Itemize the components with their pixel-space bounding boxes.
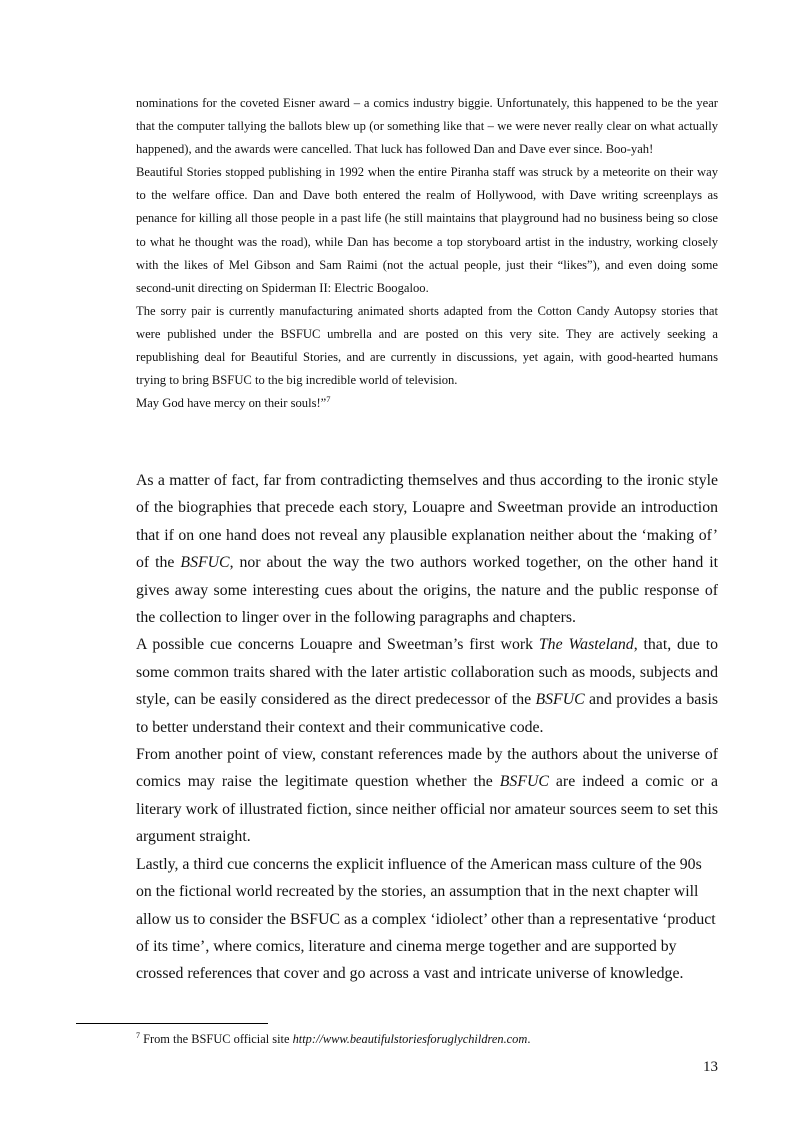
block-quote — [136, 92, 718, 415]
footnote-trailing: . — [527, 1032, 531, 1046]
quote-paragraph: The sorry pair is currently manufacturing animated shorts adapted from the Cotton Candy Autopsy stories that were published under the BSFUC umbrella and are posted on this very site. They are actively seeking a republishing deal for Beautiful Stories, and are currently in discussions, yet again, with good-hearted humans trying to bring BSFUC to the big incredible world of television. — [136, 303, 718, 388]
footnote-url: http://www.beautifulstoriesforuglychildren.com — [292, 1032, 528, 1046]
footnote — [136, 1031, 726, 1047]
footnote-number: 7 — [136, 1030, 140, 1040]
footnote-reference: 7 — [326, 394, 331, 405]
quote-paragraph: nominations for the coveted Eisner award – a comics industry biggie. Unfortunately, this happened to be the year that the computer tallying the ballots blew up (or something like that – we were never really clear on what actually happened), and the awards were cancelled. That luck has followed Dan and Dave ever since. Boo-yah! — [136, 96, 718, 157]
text-run: , that, due to some common traits shared with the later artistic collaboration such as moods, subjects and style, can be easily considered as the direct predecessor of the — [136, 636, 718, 709]
quote-closing-text: May God have mercy on their souls!” — [136, 396, 327, 411]
page-number: 13 — [703, 1059, 718, 1075]
text-run: are indeed a comic or a literary work of illustrated fiction, since neither official nor amateur sources seem to set this argument straight. — [136, 773, 718, 846]
body-paragraph — [136, 631, 718, 741]
text-run: and provides a basis to better understand their context and their communicative code. — [136, 691, 718, 736]
italic-title: BSFUC — [535, 691, 585, 709]
italic-title: BSFUC — [180, 554, 230, 572]
body-paragraph — [136, 467, 718, 631]
italic-title: The Wasteland — [538, 636, 634, 654]
quote-closing-line — [136, 392, 718, 415]
text-run: From another point of view, constant references made by the authors about the universe of comics may raise the legitimate question whether the — [136, 746, 718, 791]
text-run: , nor about the way the two authors worked together, on the other hand it gives away some interesting cues about the origins, the nature and the public response of the collection to linger over in the following paragraphs and chapters. — [136, 554, 718, 627]
body-paragraph: Lastly, a third cue concerns the explicit influence of the American mass culture of the 90s on the fictional world recreated by the stories, an assumption that in the next chapter will allow us to consider the BSFUC as a complex ‘idiolect’ other than a representative ‘product of its time’, where comics, literature and cinema merge together and are supported by crossed references that cover and go across a vast and intricate universe of knowledge. — [136, 855, 716, 983]
text-run: A possible cue concerns Louapre and Sweetman’s first work — [136, 636, 539, 654]
body-text — [136, 467, 718, 988]
footnote-text: From the BSFUC official site — [140, 1032, 293, 1046]
body-paragraph — [136, 741, 718, 851]
quote-paragraph: Beautiful Stories stopped publishing in 1992 when the entire Piranha staff was struck by a meteorite on their way to the welfare office. Dan and Dave both entered the realm of Hollywood, with Dave writing screenplays as penance for killing all those people in a past life (he still maintains that playground had no business being so close to what he thought was the road), while Dan has become a top storyboard artist in the industry, working closely with the likes of Mel Gibson and Sam Raimi (not the actual people, just their “likes”), and even doing some second-unit directing on Spiderman II: Electric Boogaloo. — [136, 165, 718, 295]
footnote-separator — [76, 1023, 268, 1024]
italic-title: BSFUC — [499, 773, 549, 791]
text-run: As a matter of fact, far from contradicting themselves and thus according to the ironic style of the biographies that precede each story, Louapre and Sweetman provide an introduction that if on one hand does not reveal any plausible explanation neither about the ‘making of’ of the — [136, 472, 718, 572]
